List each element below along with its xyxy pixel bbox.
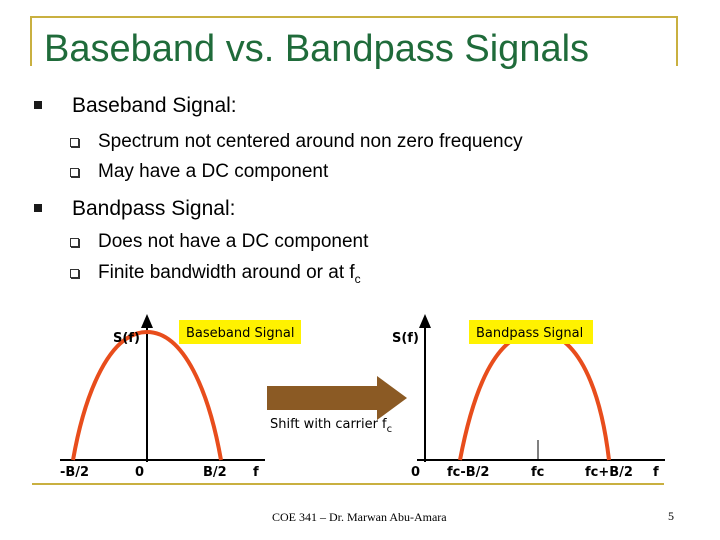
spectrum-diagram [55, 312, 675, 482]
tick-fc-plus: fc+B/2 [585, 465, 633, 480]
footer-text: COE 341 – Dr. Marwan Abu-Amara [272, 510, 447, 524]
page-number: 5 [668, 509, 674, 523]
sub-bullet-text: May have a DC component [98, 161, 329, 182]
bandpass-tag: Bandpass Signal [476, 326, 584, 341]
title-frame-top [30, 16, 678, 18]
sub-bullet [98, 231, 368, 253]
tick-right-zero: 0 [411, 465, 421, 480]
right-x-label: f [653, 465, 659, 480]
hollow-square-icon [70, 168, 79, 177]
footer-rule [32, 483, 664, 485]
sub-bullet-text: Does not have a DC component [98, 231, 369, 252]
shift-arrow-icon [267, 376, 407, 420]
subscript-c: c [354, 271, 361, 286]
tick-fc: fc [531, 465, 545, 480]
bullet-baseband [72, 94, 237, 118]
slide-title: Baseband vs. Bandpass Signals [44, 28, 590, 70]
tick-b2: B/2 [203, 465, 227, 480]
left-y-arrow-icon [141, 314, 153, 328]
bullet-bandpass [72, 197, 235, 221]
bandpass-curve [460, 332, 609, 460]
tick-zero: 0 [135, 465, 145, 480]
tick-neg-b2: -B/2 [60, 465, 90, 480]
title-frame-right [676, 16, 678, 66]
right-y-arrow-icon [419, 314, 431, 328]
bullet-square-icon [34, 101, 42, 109]
sub-bullet [98, 161, 328, 183]
sub-bullet-text: Finite bandwidth around or at f [98, 262, 355, 283]
shift-label: Shift with carrier $f_c$ [270, 417, 393, 435]
sub-bullet-text: Spectrum not centered around non zero frequency [98, 131, 523, 152]
left-y-label: S(f) [113, 331, 140, 346]
title-frame-left [30, 16, 32, 66]
left-x-label: f [253, 465, 259, 480]
sub-bullet [98, 131, 523, 153]
bullet-bandpass-text: Bandpass Signal: [72, 197, 236, 220]
tick-fc-minus: fc-B/2 [447, 465, 490, 480]
baseband-tag: Baseband Signal [186, 326, 295, 341]
right-y-label: S(f) [392, 331, 419, 346]
hollow-square-icon [70, 269, 79, 278]
bullet-baseband-text: Baseband Signal: [72, 94, 237, 117]
hollow-square-icon [70, 138, 79, 147]
bullet-square-icon [34, 204, 42, 212]
hollow-square-icon [70, 238, 79, 247]
sub-bullet [98, 262, 361, 286]
